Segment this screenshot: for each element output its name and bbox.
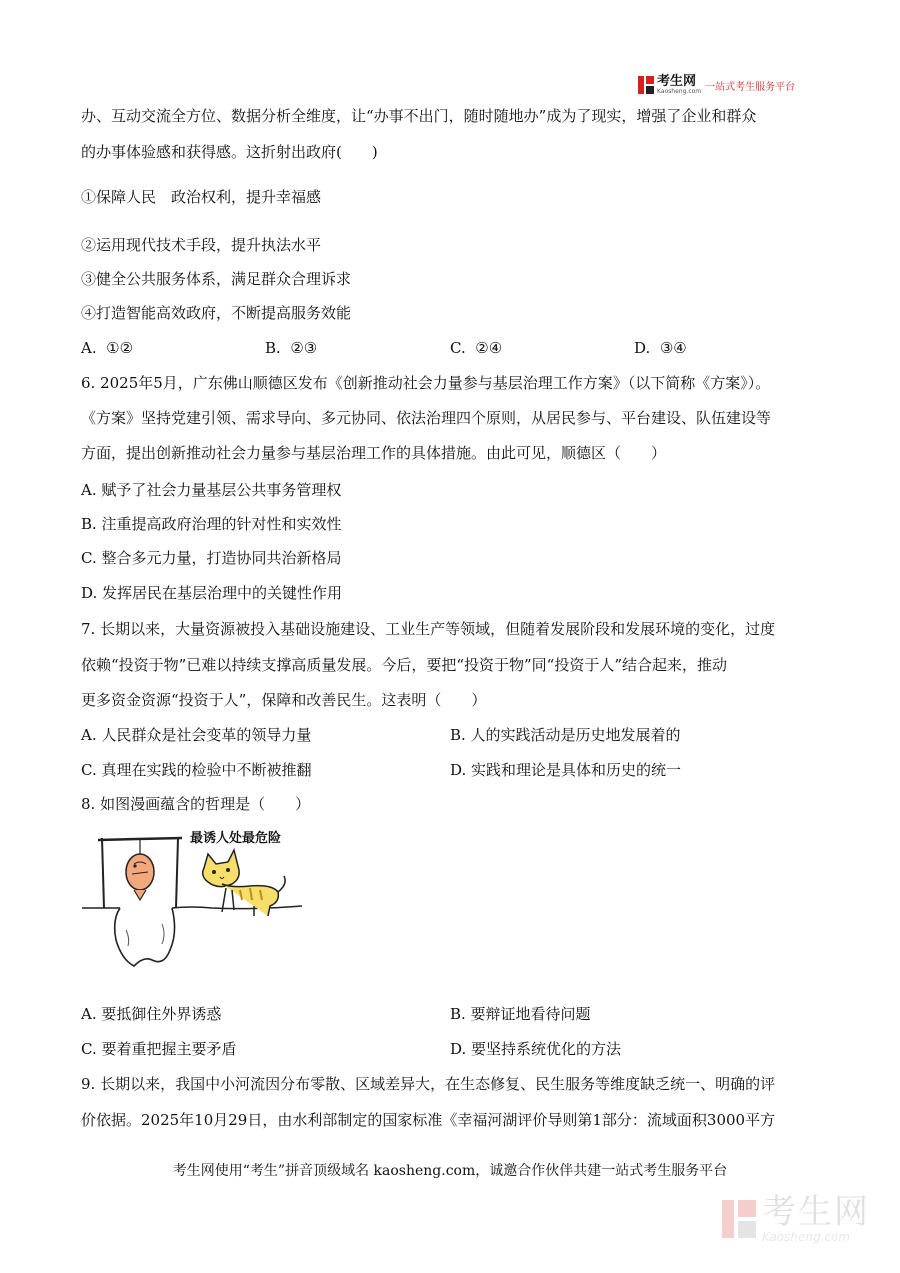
q5-stem-line: 办、互动交流全方位、数据分析全维度，让“办事不出门，随时随地办”成为了现实，增强了企业和群众 — [81, 107, 757, 125]
cartoon-illustration — [82, 820, 302, 970]
q5-item: ④打造智能高效政府，不断提高服务效能 — [81, 304, 352, 322]
q8-option-d[interactable]: D. 要坚持系统优化的方法 — [450, 1040, 622, 1058]
q8-option-b[interactable]: B. 要辩证地看待问题 — [450, 1005, 591, 1023]
q5-option-a[interactable]: A. ①② — [81, 339, 134, 357]
watermark-logo-icon — [722, 1200, 756, 1238]
logo-domain: Kaosheng.com — [657, 88, 702, 95]
q5-stem-line: 的办事体验感和获得感。这折射出政府( ) — [81, 143, 378, 161]
watermark — [722, 1192, 870, 1244]
cartoon-caption: 最诱人处最危险 — [190, 831, 282, 846]
q6-stem-line: 6. 2025年5月，广东佛山顺德区发布《创新推动社会力量参与基层治理工作方案》（以下简称《方案》）。 — [81, 374, 771, 392]
q6-stem-line: 《方案》坚持党建引领、需求导向、多元协同、依法治理四个原则，从居民参与、平台建设、队伍建设等 — [81, 409, 772, 427]
kaosheng-logo-icon — [638, 76, 654, 94]
q6-option-c[interactable]: C. 整合多元力量，打造协同共治新格局 — [81, 549, 342, 567]
q6-stem-line: 方面，提出创新推动社会力量参与基层治理工作的具体措施。由此可见，顺德区（ ） — [81, 444, 667, 462]
q5-option-c[interactable]: C. ②④ — [450, 339, 503, 357]
q6-option-d[interactable]: D. 发挥居民在基层治理中的关键性作用 — [81, 584, 343, 602]
q8-option-c[interactable]: C. 要着重把握主要矛盾 — [81, 1040, 237, 1058]
watermark-domain: Kaosheng.com — [762, 1230, 851, 1244]
q8-stem-line: 8. 如图漫画蕴含的哲理是（ ） — [81, 795, 311, 813]
q5-item: ①保障人民 政治权利，提升幸福感 — [81, 188, 322, 206]
q7-option-b[interactable]: B. 人的实践活动是历史地发展着的 — [450, 726, 681, 744]
q9-stem-line: 9. 长期以来，我国中小河流因分布零散、区域差异大，在生态修复、民生服务等维度缺乏统一、明确的评 — [81, 1075, 776, 1093]
logo-slogan: 一站式考生服务平台 — [705, 81, 796, 93]
q5-option-b[interactable]: B. ②③ — [265, 339, 318, 357]
q5-option-d[interactable]: D. ③④ — [634, 339, 687, 357]
header-logo — [638, 74, 795, 96]
page-footer: 考生网使用“考生”拼音顶级域名 kaosheng.com，诚邀合作伙伴共建一站式考生服务平台 — [172, 1163, 728, 1179]
logo-name: 考生网 — [657, 74, 697, 89]
q7-option-c[interactable]: C. 真理在实践的检验中不断被推翻 — [81, 761, 312, 779]
q7-stem-line: 7. 长期以来，大量资源被投入基础设施建设、工业生产等领域，但随着发展阶段和发展环境的变化，过度 — [81, 620, 776, 638]
q8-option-a[interactable]: A. 要抵御住外界诱惑 — [81, 1005, 222, 1023]
watermark-name: 考生网 — [762, 1192, 870, 1232]
q7-option-d[interactable]: D. 实践和理论是具体和历史的统一 — [450, 761, 682, 779]
q5-item: ②运用现代技术手段，提升执法水平 — [81, 236, 322, 254]
q7-option-a[interactable]: A. 人民群众是社会变革的领导力量 — [81, 726, 312, 744]
q7-stem-line: 更多资金资源“投资于人”，保障和改善民生。这表明（ ） — [81, 691, 487, 709]
q5-item: ③健全公共服务体系，满足群众合理诉求 — [81, 270, 352, 288]
q7-stem-line: 依赖“投资于物”已难以持续支撑高质量发展。今后，要把“投资于物”同“投资于人”结合起来，推动 — [81, 656, 728, 674]
q6-option-b[interactable]: B. 注重提高政府治理的针对性和实效性 — [81, 515, 342, 533]
q6-option-a[interactable]: A. 赋予了社会力量基层公共事务管理权 — [81, 481, 342, 499]
q9-stem-line: 价依据。2025年10月29日，由水利部制定的国家标准《幸福河湖评价导则第1部分：流域面积3000平方 — [81, 1111, 776, 1129]
